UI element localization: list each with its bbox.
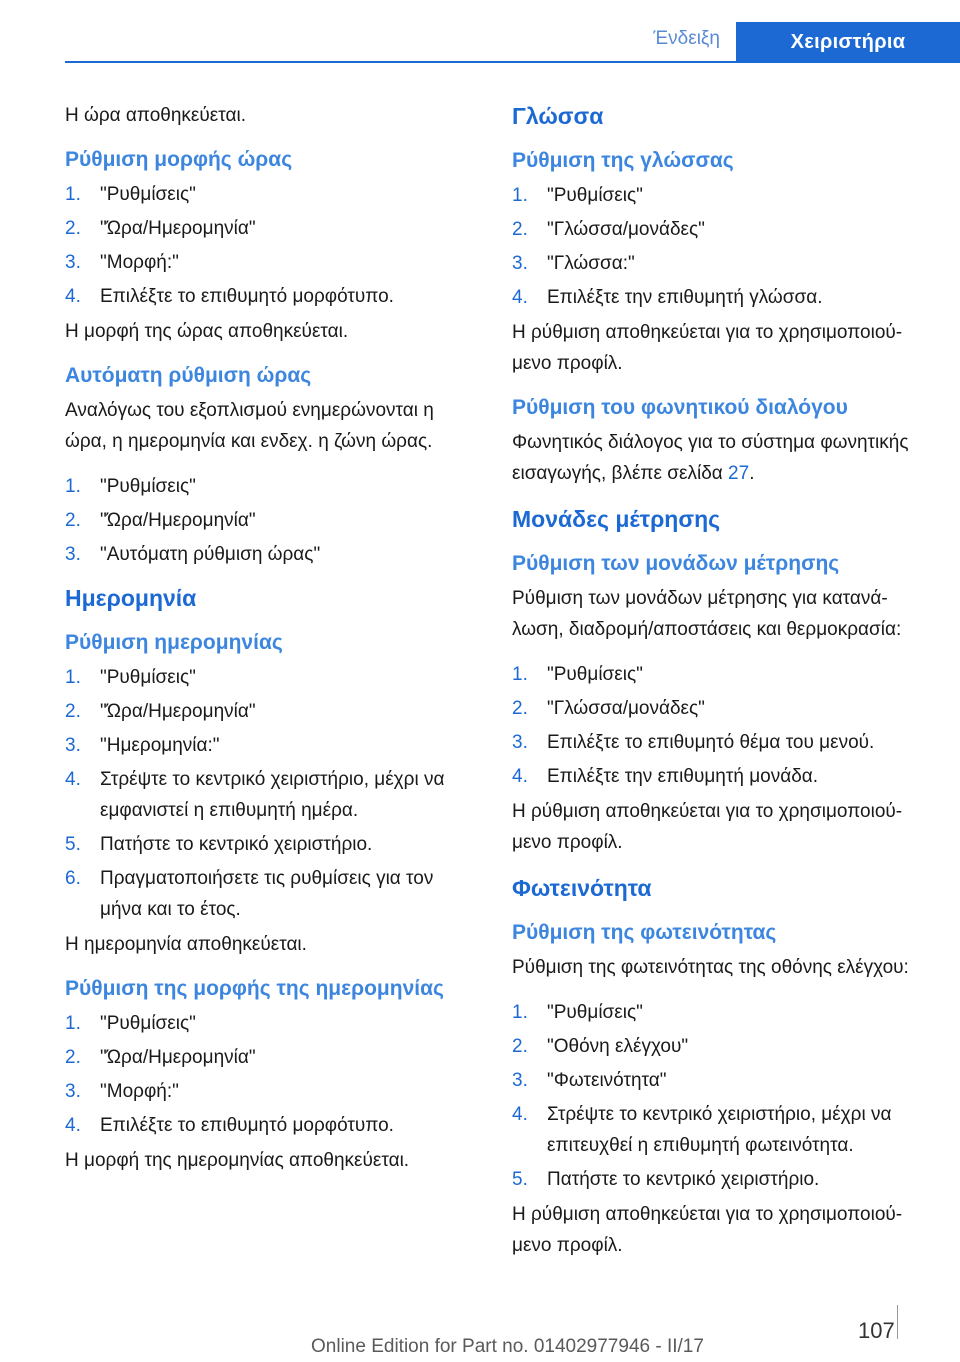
left-column xyxy=(65,100,480,1190)
list-item: 4. Επιλέξτε το επιθυμητό μορφότυπο. xyxy=(65,1115,394,1136)
time-format-result: Η μορφή της ώρας αποθηκεύεται. xyxy=(65,321,349,342)
units-steps xyxy=(512,659,932,792)
header-chapter-tab[interactable]: Χειριστήρια xyxy=(736,22,960,63)
language-result: Η ρύθμιση αποθηκεύεται για το χρησιμοποιούμενο προφίλ. xyxy=(512,322,903,374)
list-item: 3. "Φωτεινότητα" xyxy=(512,1070,667,1091)
list-item: 2. "Ώρα/Ημερομηνία" xyxy=(65,1047,256,1068)
list-item: 2. "Γλώσσα/μονάδες" xyxy=(512,698,705,719)
language-heading: Ρύθμιση της γλώσσας xyxy=(512,149,734,172)
language-steps xyxy=(512,180,932,313)
list-item: 4. Επιλέξτε την επιθυμητή μονάδα. xyxy=(512,766,819,787)
list-item: 2. "Ώρα/Ημερομηνία" xyxy=(65,218,256,239)
list-item: 6. Πραγματοποιήσετε τις ρυθμίσεις για τον μήνα και το έτος. xyxy=(65,868,434,920)
list-item: 3. "Ημερομηνία:" xyxy=(65,735,220,756)
date-set-heading: Ρύθμιση ημερομηνίας xyxy=(65,631,283,654)
date-format-steps xyxy=(65,1008,480,1141)
list-item: 2. "Ώρα/Ημερομηνία" xyxy=(65,701,256,722)
list-item: 1. "Ρυθμίσεις" xyxy=(65,476,196,497)
units-result: Η ρύθμιση αποθηκεύεται για το χρησιμοποιούμενο προφίλ. xyxy=(512,801,903,853)
units-text: Ρύθμιση των μονάδων μέτρησης για κατανάλωση, διαδρομή/αποστάσεις και θερμοκρασία: xyxy=(512,588,902,640)
header-section-tab[interactable]: Ένδειξη xyxy=(653,28,720,49)
time-format-steps xyxy=(65,179,480,312)
list-item: 3. "Μορφή:" xyxy=(65,1081,179,1102)
language-title: Γλώσσα xyxy=(512,103,604,129)
auto-time-text: Αναλόγως του εξοπλισμού ενημερώνονται η ώρα, η ημερομηνία και ενδεχ. η ζώνη ώρας. xyxy=(65,400,434,452)
date-title: Ημερομηνία xyxy=(65,585,197,611)
list-item: 1. "Ρυθμίσεις" xyxy=(65,1013,196,1034)
list-item: 4. Επιλέξτε την επιθυμητή γλώσσα. xyxy=(512,287,823,308)
date-format-result: Η μορφή της ημερομηνίας αποθηκεύεται. xyxy=(65,1150,410,1171)
voice-heading: Ρύθμιση του φωνητικού διαλόγου xyxy=(512,396,848,419)
brightness-heading: Ρύθμιση της φωτεινότητας xyxy=(512,921,777,944)
voice-text: Φωνητικός διάλογος για το σύστημα φωνητικής εισαγωγής, βλέπε σελίδα 27. xyxy=(512,432,909,484)
brightness-text: Ρύθμιση της φωτεινότητας της οθόνης ελέγχου: xyxy=(512,957,909,978)
list-item: 1. "Ρυθμίσεις" xyxy=(65,184,196,205)
time-format-heading: Ρύθμιση μορφής ώρας xyxy=(65,148,293,171)
list-item: 5. Πατήστε το κεντρικό χειριστήριο. xyxy=(65,834,373,855)
list-item: 4. Στρέψτε το κεντρικό χειριστήριο, μέχρι να επιτευχθεί η επιθυμητή φωτεινότητα. xyxy=(512,1104,892,1156)
page-number: 107 xyxy=(858,1318,895,1343)
list-item: 1. "Ρυθμίσεις" xyxy=(65,667,196,688)
list-item: 3. "Μορφή:" xyxy=(65,252,179,273)
list-item: 5. Πατήστε το κεντρικό χειριστήριο. xyxy=(512,1169,820,1190)
list-item: 1. "Ρυθμίσεις" xyxy=(512,1002,643,1023)
date-format-heading: Ρύθμιση της μορφής της ημερομηνίας xyxy=(65,977,444,1000)
list-item: 2. "Οθόνη ελέγχου" xyxy=(512,1036,689,1057)
auto-time-heading: Αυτόματη ρύθμιση ώρας xyxy=(65,364,312,387)
list-item: 3. "Αυτόματη ρύθμιση ώρας" xyxy=(65,544,321,565)
time-saved-text: Η ώρα αποθηκεύεται. xyxy=(65,105,246,126)
list-item: 2. "Γλώσσα/μονάδες" xyxy=(512,219,705,240)
brightness-steps xyxy=(512,997,932,1195)
footer-rule xyxy=(897,1305,898,1339)
brightness-title: Φωτεινότητα xyxy=(512,875,652,901)
list-item: 1. "Ρυθμίσεις" xyxy=(512,664,643,685)
auto-time-steps xyxy=(65,471,480,570)
date-set-result: Η ημερομηνία αποθηκεύεται. xyxy=(65,934,307,955)
list-item: 1. "Ρυθμίσεις" xyxy=(512,185,643,206)
list-item: 4. Στρέψτε το κεντρικό χειριστήριο, μέχρι να εμφανιστεί η επιθυμητή ημέρα. xyxy=(65,769,445,821)
units-title: Μονάδες μέτρησης xyxy=(512,506,721,532)
list-item: 2. "Ώρα/Ημερομηνία" xyxy=(65,510,256,531)
page-link[interactable]: 27 xyxy=(728,463,750,484)
right-column xyxy=(512,100,932,1275)
date-set-steps xyxy=(65,662,480,925)
list-item: 3. "Γλώσσα:" xyxy=(512,253,635,274)
brightness-result: Η ρύθμιση αποθηκεύεται για το χρησιμοποιούμενο προφίλ. xyxy=(512,1204,903,1256)
list-item: 3. Επιλέξτε το επιθυμητό θέμα του μενού. xyxy=(512,732,875,753)
edition-text: Online Edition for Part no. 01402977946 - II/17 xyxy=(311,1336,704,1357)
list-item: 4. Επιλέξτε το επιθυμητό μορφότυπο. xyxy=(65,286,394,307)
units-heading: Ρύθμιση των μονάδων μέτρησης xyxy=(512,552,840,575)
